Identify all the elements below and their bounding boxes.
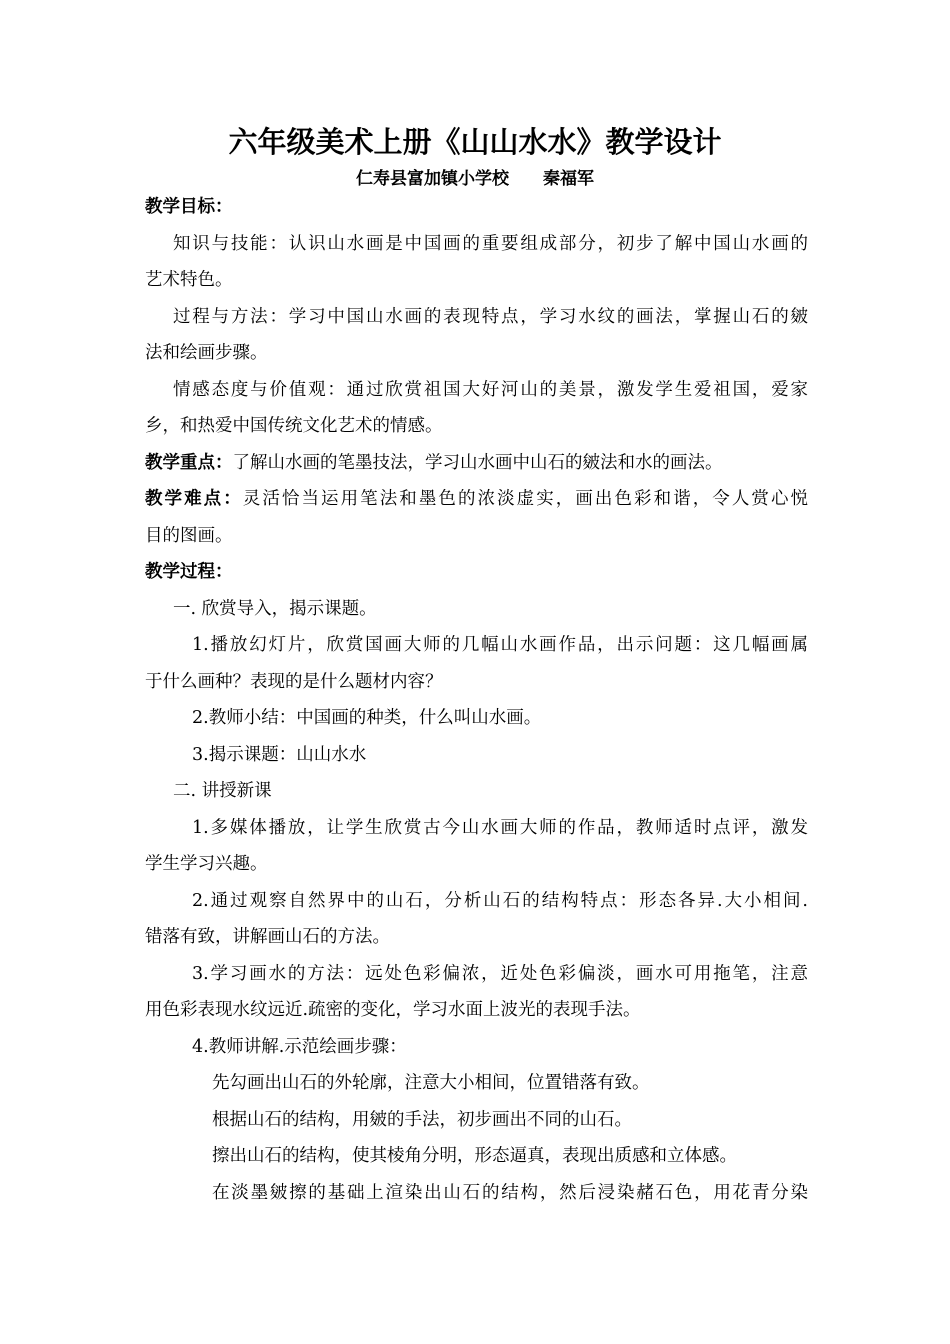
process-heading: 教学过程： [145,562,233,582]
step-2: 根据山石的结构，用皴的手法，初步画出不同的山石。 [212,1109,632,1130]
section2-item3-line1: 3.学习画水的方法：远处色彩偏浓，近处色彩偏淡，画水可用拖笔，注意 [192,963,808,984]
section2-item4: 4.教师讲解.示范绘画步骤： [192,1036,407,1057]
section1-item2: 2.教师小结：中国画的种类，什么叫山水画。 [192,708,542,728]
section2-item2-line1: 2.通过观察自然界中的山石，分析山石的结构特点：形态各异.大小相间. [192,890,808,911]
step-1: 先勾画出山石的外轮廓，注意大小相间，位置错落有致。 [212,1073,650,1093]
school-name: 仁寿县富加镇小学校 [356,169,509,189]
difficulty-text-line1: 灵活恰当运用笔法和墨色的浓淡虚实，画出色彩和谐，令人赏心悦 [242,489,809,509]
document-body [145,189,808,1211]
difficulty [145,481,808,518]
section2-item1-line2: 学生学习兴趣。 [145,854,268,874]
section2-heading: 二. 讲授新课 [173,781,272,801]
section1-item1-line2: 于什么画种？表现的是什么题材内容？ [145,671,443,692]
difficulty-label: 教学难点： [145,489,243,509]
objective-emotion-line1: 情感态度与价值观：通过欣赏祖国大好河山的美景，激发学生爱祖国，爱家 [173,379,808,400]
author-name: 秦福军 [543,169,594,189]
step-3: 擦出山石的结构，使其棱角分明，形态逼真，表现出质感和立体感。 [212,1146,737,1166]
key-point-text: 了解山水画的笔墨技法，学习山水画中山石的皴法和水的画法。 [232,452,723,473]
author-line [0,167,950,191]
key-point [145,445,808,482]
section2-item3-line2: 用色彩表现水纹远近.疏密的变化，学习水面上波光的表现手法。 [145,1000,641,1020]
objective-knowledge-line2: 艺术特色。 [145,270,233,290]
objective-knowledge-line1: 知识与技能：认识山水画是中国画的重要组成部分，初步了解中国山水画的 [173,233,808,254]
objective-process-line1: 过程与方法：学习中国山水画的表现特点，学习水纹的画法，掌握山石的皴 [173,306,808,327]
section1-item1-line1: 1.播放幻灯片，欣赏国画大师的几幅山水画作品，出示问题：这几幅画属 [192,635,808,655]
difficulty-text-line2: 目的图画。 [145,525,233,546]
section1-heading: 一. 欣赏导入，揭示课题。 [173,598,377,619]
section1-item3: 3.揭示课题：山山水水 [192,744,367,765]
objectives-heading: 教学目标： [145,197,233,217]
key-point-label: 教学重点： [145,452,233,473]
objective-emotion-line2: 乡，和热爱中国传统文化艺术的情感。 [145,416,443,436]
objective-process-line2: 法和绘画步骤。 [145,343,268,363]
section2-item1-line1: 1.多媒体播放，让学生欣赏古今山水画大师的作品，教师适时点评，激发 [192,817,808,838]
document-title: 六年级美术上册《山山水水》教学设计 [228,125,722,159]
step-4: 在淡墨皴擦的基础上渲染出山石的结构，然后浸染赭石色，用花青分染 [212,1182,808,1203]
section2-item2-line2: 错落有致，讲解画山石的方法。 [145,927,390,947]
